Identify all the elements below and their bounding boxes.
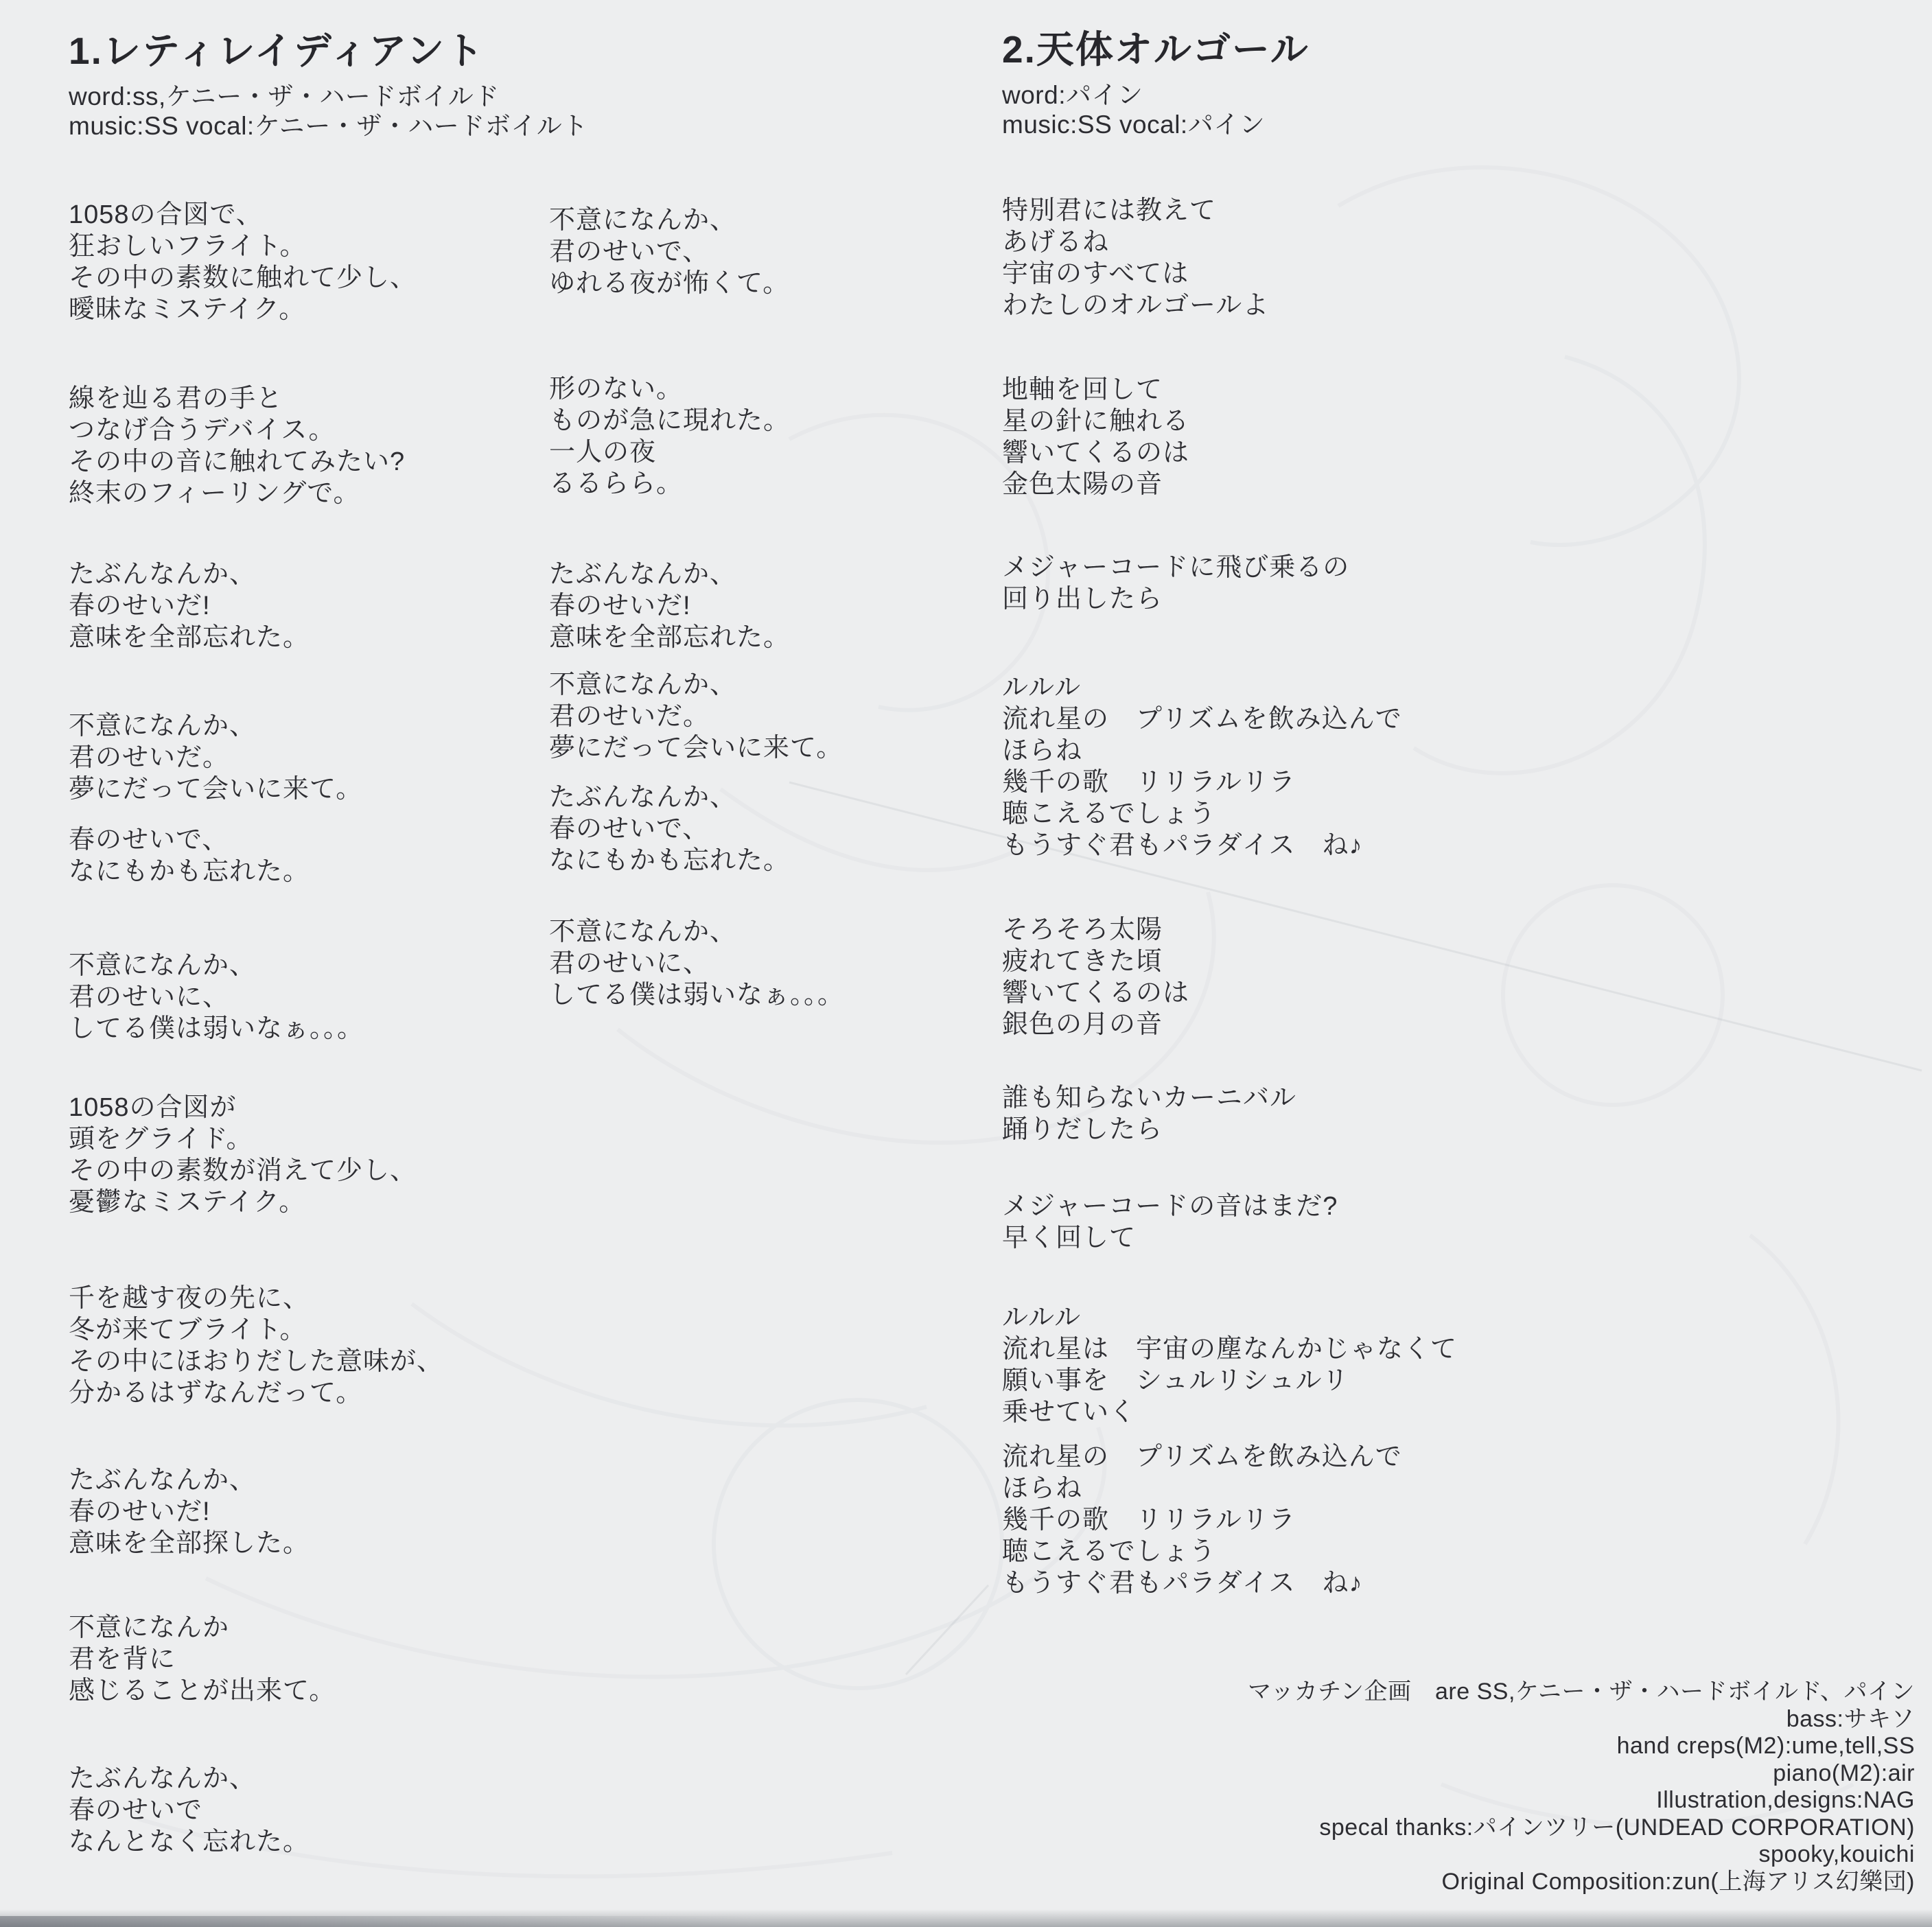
lyric-line: 宇宙のすべては xyxy=(1002,259,1189,288)
song2-stanza xyxy=(1002,374,1189,500)
lyric-line: 聴こえるでしょう xyxy=(1002,1537,1216,1566)
lyric-line: 意味を全部忘れた。 xyxy=(69,623,310,652)
lyric-line: 1058の合図で、 xyxy=(69,200,263,229)
credit-line: bass:サキソ xyxy=(1786,1705,1915,1732)
lyric-line: 憂鬱なミステイク。 xyxy=(69,1188,306,1217)
lyric-line: 冬が来てブライト。 xyxy=(69,1316,307,1344)
lyric-line: 君のせいに、 xyxy=(549,949,710,978)
song2-stanza xyxy=(1002,552,1349,615)
song1-stanza xyxy=(549,205,789,299)
song2-stanza xyxy=(1002,672,1402,861)
song2-word-credit: word:パイン xyxy=(1002,81,1143,109)
song2-title: 2.天体オルゴール xyxy=(1002,28,1310,71)
lyric-line: してる僕は弱いなぁ。。。 xyxy=(69,1014,364,1043)
credit-line: マッカチン企画 are SS,ケニー・ザ・ハードボイルド、パイン xyxy=(1248,1679,1915,1705)
lyric-line: 早く回して xyxy=(1002,1224,1137,1252)
song2-stanza xyxy=(1002,1191,1338,1254)
credit-line: Illustration,designs:NAG xyxy=(1656,1787,1915,1813)
lyric-line: 春のせいだ! xyxy=(69,1497,211,1526)
lyric-line: 不意になんか、 xyxy=(549,206,737,235)
lyric-line: 意味を全部探した。 xyxy=(69,1529,310,1558)
song1-title: 1.レティレイディアント xyxy=(69,30,485,72)
lyric-line: 地軸を回して xyxy=(1002,375,1163,404)
lyric-line: 不意になんか、 xyxy=(549,918,737,946)
lyric-line: 意味を全部忘れた。 xyxy=(549,623,791,652)
lyric-line: 線を辿る君の手と xyxy=(69,384,283,413)
lyric-line: 流れ星の プリズムを飲み込んで xyxy=(1002,1443,1402,1471)
lyric-line: 春のせいで、 xyxy=(69,826,229,854)
lyric-line: 君のせいで、 xyxy=(549,237,710,266)
lyric-line: 不意になんか、 xyxy=(549,670,737,699)
lyric-line: なにもかも忘れた。 xyxy=(549,846,791,875)
lyric-line: 夢にだって会いに来て。 xyxy=(69,775,363,804)
song1-stanza xyxy=(69,559,310,653)
lyric-line: メジャーコードに飛び乗るの xyxy=(1002,553,1350,582)
lyric-line: ものが急に現れた。 xyxy=(549,406,791,435)
lyric-line: もうすぐ君もパラダイス ね♪ xyxy=(1002,831,1363,860)
lyric-line: 疲れてきた頃 xyxy=(1002,947,1163,976)
lyric-line: 聴こえるでしょう xyxy=(1002,799,1216,828)
lyric-line: つなげ合うデバイス。 xyxy=(69,416,336,445)
lyric-line: あげるね xyxy=(1002,228,1110,257)
lyric-line: その中の音に触れてみたい? xyxy=(69,447,406,476)
lyric-line: たぶんなんか、 xyxy=(69,1764,257,1793)
lyric-line: たぶんなんか、 xyxy=(69,560,257,589)
song1-stanza xyxy=(549,669,843,764)
lyric-line: 幾千の歌 リリラルリラ xyxy=(1002,1506,1296,1534)
lyric-line: ゆれる夜が怖くて。 xyxy=(549,269,790,298)
lyric-line: なにもかも忘れた。 xyxy=(69,857,310,886)
lyric-line: 春のせいだ! xyxy=(549,592,691,620)
lyric-line: 不意になんか、 xyxy=(69,951,257,980)
lyric-line: そろそろ太陽 xyxy=(1002,915,1163,944)
scan-bottom-left-edge xyxy=(0,1916,755,1927)
lyric-line: 君のせいだ。 xyxy=(549,702,710,731)
lyric-line: 誰も知らないカーニバル xyxy=(1002,1084,1297,1112)
song1-stanza xyxy=(69,1092,417,1218)
lyric-line: もうすぐ君もパラダイス ね♪ xyxy=(1002,1569,1363,1598)
lyric-line: 不意になんか、 xyxy=(69,712,257,740)
lyric-line: 願い事を シュルリシュルリ xyxy=(1002,1366,1349,1395)
song1-stanza xyxy=(549,916,844,1011)
lyric-line: 響いてくるのは xyxy=(1002,979,1190,1007)
lyric-line: 響いてくるのは xyxy=(1002,439,1190,467)
lyric-line: なんとなく忘れた。 xyxy=(69,1827,310,1856)
lyric-line: 春のせいで、 xyxy=(549,815,710,843)
lyric-line: 分かるはずなんだって。 xyxy=(69,1379,363,1408)
lyric-line: その中の素数が消えて少し、 xyxy=(69,1156,417,1185)
song1-word-credit: word:ss,ケニー・ザ・ハードボイルド xyxy=(69,82,500,110)
lyric-line: 夢にだって会いに来て。 xyxy=(549,734,843,762)
lyric-line: 君のせいに、 xyxy=(69,983,230,1012)
song1-stanza xyxy=(69,1464,310,1559)
lyric-line: るるらら。 xyxy=(549,469,684,498)
lyric-line: たぶんなんか、 xyxy=(69,1466,257,1495)
song1-stanza xyxy=(69,1612,336,1707)
lyric-line: メジャーコードの音はまだ? xyxy=(1002,1192,1338,1221)
lyric-line: 曖昧なミステイク。 xyxy=(69,295,306,324)
song2-stanza xyxy=(1002,1441,1402,1599)
lyric-line: してる僕は弱いなぁ。。。 xyxy=(549,981,845,1009)
lyric-line: ルルル xyxy=(1002,673,1082,702)
song1-stanza xyxy=(69,950,364,1044)
song2-stanza xyxy=(1002,914,1189,1040)
lyric-line: 幾千の歌 リリラルリラ xyxy=(1002,768,1296,797)
lyric-line: ほらね xyxy=(1002,1474,1083,1503)
lyric-line: 春のせいだ! xyxy=(69,592,211,620)
lyric-line: 金色太陽の音 xyxy=(1002,470,1163,499)
lyric-line: ルルル xyxy=(1002,1303,1082,1332)
lyric-line: 踊りだしたら xyxy=(1002,1115,1163,1144)
song1-stanza xyxy=(69,710,362,805)
lyric-line: 君を背に xyxy=(69,1645,176,1674)
credit-line: Original Composition:zun(上海アリス幻樂団) xyxy=(1441,1868,1915,1895)
lyric-line: 特別君には教えて xyxy=(1002,196,1217,225)
lyric-line: 流れ星は 宇宙の塵なんかじゃなくて xyxy=(1002,1335,1458,1364)
credit-line: specal thanks:パインツリー(UNDEAD CORPORATION) xyxy=(1319,1814,1915,1841)
song1-stanza xyxy=(549,782,790,876)
song1-stanza xyxy=(69,1283,443,1409)
lyric-line: その中にほおりだした意味が、 xyxy=(69,1347,444,1376)
lyric-line: 星の針に触れる xyxy=(1002,407,1190,436)
lyric-line: 狂おしいフライト。 xyxy=(69,232,307,261)
song2-stanza xyxy=(1002,1082,1296,1145)
song1-stanza xyxy=(549,559,790,653)
lyric-line: 1058の合図が xyxy=(69,1093,237,1122)
credit-line: piano(M2):air xyxy=(1773,1760,1915,1786)
song1-stanza xyxy=(549,373,790,500)
lyric-line: わたしのオルゴールよ xyxy=(1002,291,1270,320)
lyric-line: 流れ星の プリズムを飲み込んで xyxy=(1002,705,1402,734)
lyric-line: 不意になんか xyxy=(69,1613,230,1642)
song1-stanza xyxy=(69,824,310,887)
lyric-line: 頭をグライド。 xyxy=(69,1125,253,1154)
lyric-line: たぶんなんか、 xyxy=(549,783,737,812)
lyric-line: 一人の夜 xyxy=(549,438,657,467)
lyric-line: 終末のフィーリングで。 xyxy=(69,479,360,508)
song2-stanza xyxy=(1002,195,1269,321)
song1-stanza xyxy=(69,1763,310,1858)
song1-stanza xyxy=(69,383,405,509)
song1-stanza xyxy=(69,199,417,325)
song2-music-vocal-credit: music:SS vocal:パイン xyxy=(1002,110,1266,139)
lyric-line: 銀色の月の音 xyxy=(1002,1010,1163,1039)
lyric-line: その中の素数に触れて少し、 xyxy=(69,264,417,292)
lyric-line: 乗せていく xyxy=(1002,1398,1137,1427)
lyric-line: 君のせいだ。 xyxy=(69,743,230,772)
lyric-line: ほらね xyxy=(1002,736,1083,765)
lyric-line: 千を越す夜の先に、 xyxy=(69,1284,310,1313)
credit-line: spooky,kouichi xyxy=(1758,1841,1915,1867)
album-credits xyxy=(1248,1679,1915,1895)
lyric-line: 回り出したら xyxy=(1002,585,1163,614)
lyric-line: たぶんなんか、 xyxy=(549,560,737,589)
song1-music-vocal-credit: music:SS vocal:ケニー・ザ・ハードボイルト xyxy=(69,112,588,140)
lyric-line: 形のない。 xyxy=(549,375,684,404)
song2-stanza xyxy=(1002,1302,1457,1428)
credit-line: hand creps(M2):ume,tell,SS xyxy=(1616,1733,1915,1759)
lyric-line: 春のせいで xyxy=(69,1796,203,1825)
lyric-line: 感じることが出来て。 xyxy=(69,1677,336,1705)
